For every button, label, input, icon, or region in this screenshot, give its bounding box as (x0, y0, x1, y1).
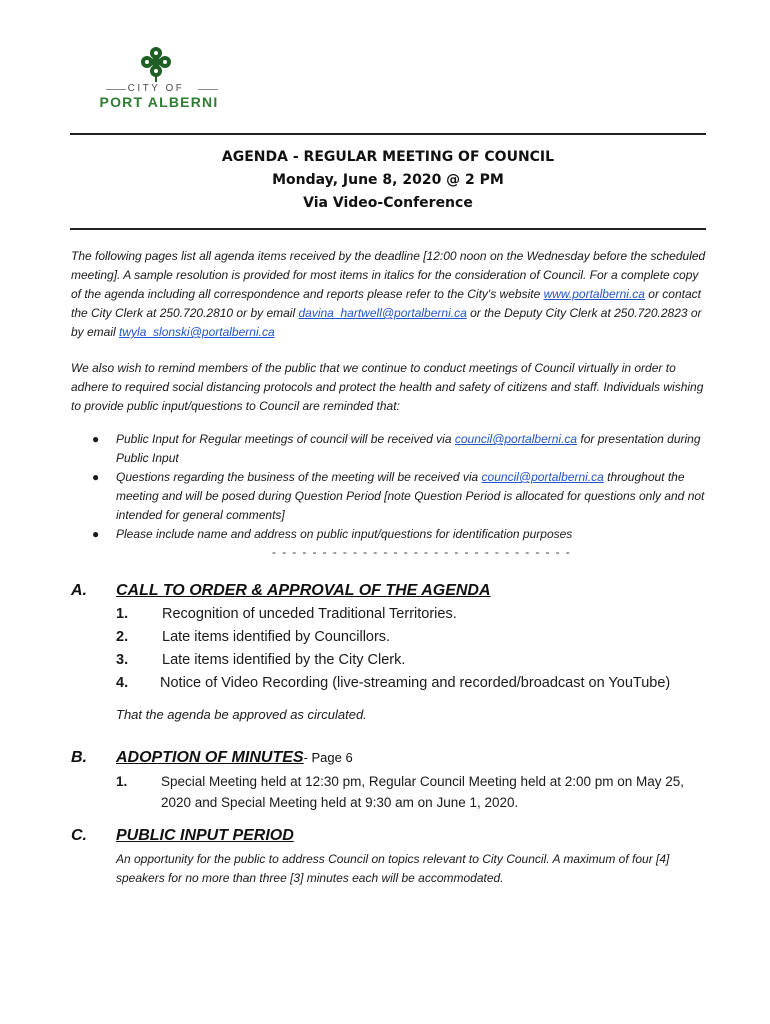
logo-city-of: CITY OF (127, 83, 185, 94)
header-rule-bottom (70, 228, 706, 230)
item-number: 4. (116, 675, 129, 691)
section-b-title: ADOPTION OF MINUTES (116, 749, 304, 766)
section-b-letter: B. (71, 749, 87, 766)
deputy-clerk-email-link[interactable]: twyla_slonski@portalberni.ca (119, 325, 275, 339)
intro-paragraph (71, 247, 711, 342)
meeting-format: Via Video-Conference (303, 195, 473, 211)
agenda-header (70, 146, 706, 215)
meeting-date: Monday, June 8, 2020 @ 2 PM (272, 172, 504, 188)
website-link[interactable]: www.portalberni.ca (543, 287, 645, 301)
header-rule-top (70, 133, 706, 135)
resolution-text: That the agenda be approved as circulated. (116, 707, 367, 722)
item-number: 1. (116, 774, 128, 789)
item-text: Special Meeting held at 12:30 pm, Regular Council Meeting held at 2:00 pm on May 25, 2020 and Special Meeting held at 9:30 am on June 1, 2020. (161, 774, 685, 810)
item-number: 3. (116, 652, 129, 668)
page-reference: - Page 6 (303, 750, 353, 765)
section-c-title: PUBLIC INPUT PERIOD (116, 827, 294, 844)
section-c-description: An opportunity for the public to address Council on topics relevant to City Council. A maximum of four [4] speakers for no more than three [3] minutes each will be accommodated. (116, 852, 670, 885)
item-text: Late items identified by the City Clerk. (162, 652, 406, 668)
bullet-text: Public Input for Regular meetings of council will be received via (116, 432, 455, 446)
council-email-link[interactable]: council@portalberni.ca (481, 470, 604, 484)
bullet-text: for presentation during Public Input (116, 432, 701, 465)
section-c-letter: C. (71, 827, 87, 844)
public-input-bullets (92, 430, 712, 544)
item-text: Recognition of unceded Traditional Territories. (162, 606, 457, 622)
list-item (92, 525, 712, 544)
logo-city-name: PORT ALBERNI (99, 94, 219, 110)
list-item (92, 468, 712, 525)
item-text: Late items identified by Councillors. (162, 629, 391, 645)
item-number: 1. (116, 606, 129, 622)
separator: - - - - - - - - - - - - - - - - - - - - - - - - - - - - - - (272, 545, 572, 559)
bullet-text: Please include name and address on public input/questions for identification purposes (116, 527, 573, 541)
item-text: Notice of Video Recording (live-streaming and recorded/broadcast on YouTube) (160, 675, 671, 691)
section-b-heading (116, 749, 353, 767)
reminder-paragraph: We also wish to remind members of the public that we continue to conduct meetings of Council virtually in order to adhere to required social distancing protocols and protect the health and safety of citizens and staff. Individuals wishing to provide public input/questions to Council are reminded that: (71, 361, 704, 413)
list-item (92, 430, 712, 468)
tree-emblem-icon (136, 44, 176, 84)
section-a-letter: A. (71, 582, 87, 599)
council-email-link[interactable]: council@portalberni.ca (454, 432, 578, 446)
item-number: 2. (116, 629, 129, 645)
section-a-title: CALL TO ORDER & APPROVAL OF THE AGENDA (116, 582, 491, 599)
city-logo (88, 44, 228, 114)
intro-text-c: or the Deputy City Clerk at 250.720.2823 or by email (71, 306, 702, 339)
logo-divider-right (198, 89, 218, 90)
intro-text-b: or contact the City Clerk at 250.720.2810 or by email (71, 287, 701, 320)
bullet-icon: ● (92, 432, 100, 446)
bullet-text: Questions regarding the business of the meeting will be received via (116, 470, 482, 484)
agenda-title: AGENDA - REGULAR MEETING OF COUNCIL (221, 149, 555, 165)
bullet-text: throughout the meeting and will be posed during Question Period [note Question Period is allocated for questions only and not intended for general comments] (116, 470, 705, 522)
bullet-icon: ● (92, 527, 100, 541)
bullet-icon: ● (92, 470, 100, 484)
clerk-email-link[interactable]: davina_hartwell@portalberni.ca (298, 306, 467, 320)
intro-text-a: The following pages list all agenda items received by the deadline [12:00 noon on the Wednesday before the scheduled meeting]. A sample resolution is provided for most items in italics for the consideration of Council. For a complete copy of the agenda including all correspondence and reports please refer to the City's website (71, 249, 706, 301)
